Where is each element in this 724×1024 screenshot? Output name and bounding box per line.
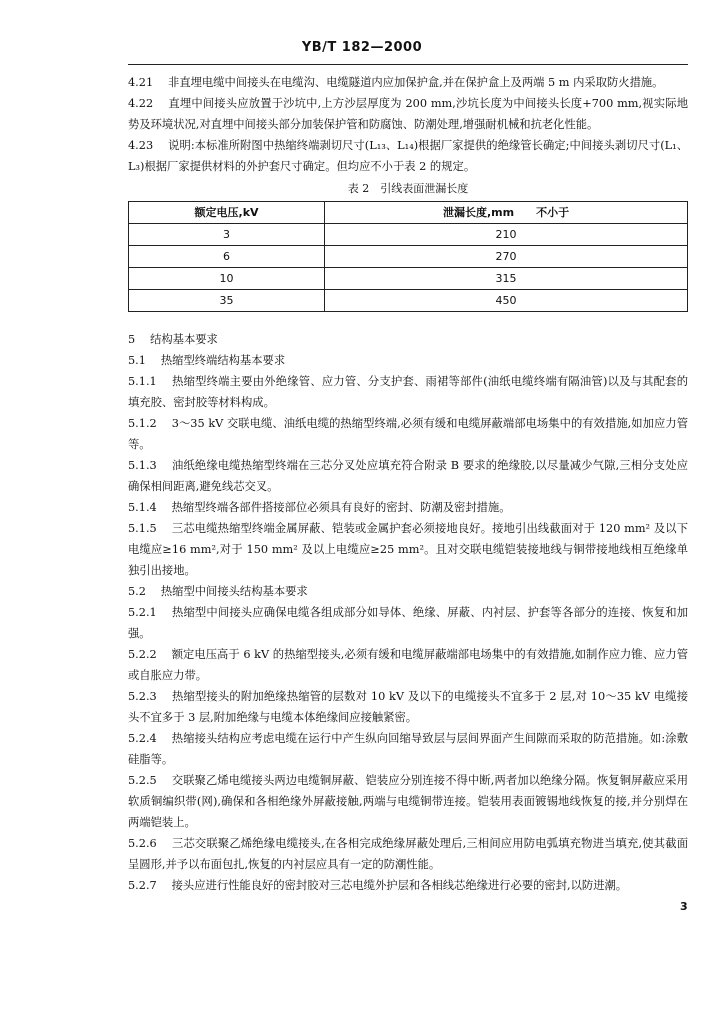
table-cell-leakage: 450: [325, 290, 688, 312]
clause-5-2-4: 5.2.4 热缩接头结构应考虑电缆在运行中产生纵向回缩导致层与层间界面产生间隙而采取的防范措施。如:涂敷硅脂等。: [128, 732, 688, 766]
table-cell-voltage: 3: [129, 224, 325, 246]
column-header-leakage: 泄漏长度,mm 不小于: [325, 202, 688, 224]
clause-5-1-2: 5.1.2 3～35 kV 交联电缆、油纸电缆的热缩型终端,必须有缓和电缆屏蔽端部电场集中的有效措施,如加应力管等。: [128, 417, 688, 451]
clause-4-23: 4.23 说明:本标准所附图中热缩终端剥切尺寸(L₁₃、L₁₄)根据厂家提供的绝缘管长确定;中间接头剥切尺寸(L₁、L₃)根据厂家提供材料的外护套尺寸确定。但均应不小于表 2 的规定。: [128, 139, 688, 173]
clause-4-22: 4.22 直埋中间接头应放置于沙坑中,上方沙层厚度为 200 mm,沙坑长度为中间接头长度+700 mm,视实际地势及环境状况,对直埋中间接头部分加装保护管和防腐蚀、防潮处理,增强耐机械和抗老化性能。: [128, 97, 688, 131]
table-cell-leakage: 315: [325, 268, 688, 290]
table-cell-voltage: 35: [129, 290, 325, 312]
leakage-length-table: [128, 201, 688, 312]
page-body: [128, 72, 688, 896]
table-cell-leakage: 270: [325, 246, 688, 268]
table-caption: 表 2 引线表面泄漏长度: [347, 182, 469, 195]
clause-5-2-1: 5.2.1 热缩型中间接头应确保电缆各组成部分如导体、绝缘、屏蔽、内衬层、护套等各部分的连接、恢复和加强。: [128, 606, 688, 640]
clause-5-2-6: 5.2.6 三芯交联聚乙烯绝缘电缆接头,在各相完成绝缘屏蔽处理后,三相间应用防电弧填充物进当填充,使其截面呈圆形,并予以布面包扎,恢复的内衬层应具有一定的防潮性能。: [128, 837, 688, 871]
table-cell-voltage: 6: [129, 246, 325, 268]
clause-5-1-5: 5.1.5 三芯电缆热缩型终端金属屏蔽、铠装或金属护套必须接地良好。接地引出线截面对于 120 mm² 及以下电缆应≥16 mm²,对于 150 mm² 及以上电缆应≥25 mm²。且对交联电缆铠装接地线与铜带接地线相互绝缘单独引出接地。: [128, 522, 688, 577]
table-cell-leakage: 210: [325, 224, 688, 246]
clause-5-2-7: 5.2.7 接头应进行性能良好的密封胶对三芯电缆外护层和各相线芯绝缘进行必要的密封,以防进潮。: [128, 879, 628, 892]
table-row: [129, 224, 688, 246]
clause-5-2-3: 5.2.3 热缩型接头的附加绝缘热缩管的层数对 10 kV 及以下的电缆接头不宜多于 2 层,对 10～35 kV 电缆接头不宜多于 3 层,附加绝缘与电缆本体绝缘间应接触紧密。: [128, 690, 688, 724]
header-rule: [128, 64, 688, 65]
section-5-heading: 5 结构基本要求: [128, 333, 218, 346]
clause-5-1-3: 5.1.3 油纸绝缘电缆热缩型终端在三芯分叉处应填充符合附录 B 要求的绝缘胶,以尽量减少气隙,三相分支处应确保相间距离,避免线芯交叉。: [128, 459, 688, 493]
page-number: 3: [680, 900, 688, 913]
clause-4-21: 4.21 非直埋电缆中间接头在电缆沟、电缆隧道内应加保护盒,并在保护盒上及两端 5 m 内采取防火措施。: [128, 76, 664, 89]
clause-5-2-2: 5.2.2 额定电压高于 6 kV 的热缩型接头,必须有缓和电缆屏蔽端部电场集中的有效措施,如制作应力锥、应力管或自胀应力带。: [128, 648, 688, 682]
clause-5-2-5: 5.2.5 交联聚乙烯电缆接头两边电缆铜屏蔽、铠装应分别连接不得中断,两者加以绝缘分隔。恢复铜屏蔽应采用软质铜编织带(网),确保和各相绝缘外屏蔽接触,两端与电缆铜带连接。铠装用表面镀锡地线恢复的接,并分别焊在两端铠装上。: [128, 774, 688, 829]
table-row: [129, 290, 688, 312]
clause-5-1-1: 5.1.1 热缩型终端主要由外绝缘管、应力管、分支护套、雨裙等部件(油纸电缆终端有隔油管)以及与其配套的填充胶、密封胶等材料构成。: [128, 375, 688, 409]
column-header-voltage: 额定电压,kV: [129, 202, 325, 224]
table-row: [129, 246, 688, 268]
section-gap: [128, 312, 688, 329]
clause-5-1-4: 5.1.4 热缩型终端各部件搭接部位必须具有良好的密封、防潮及密封措施。: [128, 501, 511, 514]
table-row: [129, 268, 688, 290]
standard-code-header: YB/T 182—2000: [301, 40, 423, 55]
table-header-row: [129, 202, 688, 224]
table-cell-voltage: 10: [129, 268, 325, 290]
section-5-1-heading: 5.1 热缩型终端结构基本要求: [128, 354, 286, 367]
section-5-2-heading: 5.2 热缩型中间接头结构基本要求: [128, 585, 308, 598]
